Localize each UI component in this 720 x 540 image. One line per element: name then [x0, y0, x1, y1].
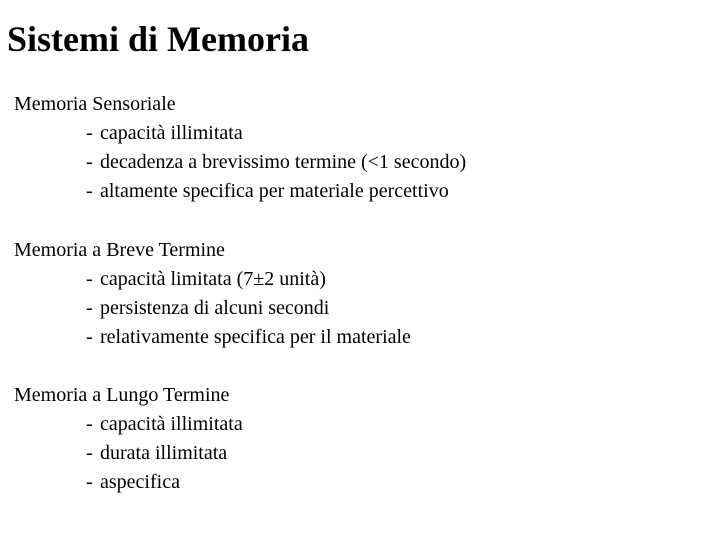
- section-long-term-memory: [14, 381, 243, 497]
- list-item-text: capacità illimitata: [100, 413, 243, 435]
- list-item-text: aspecifica: [100, 471, 180, 493]
- list-item: [14, 468, 243, 497]
- bullet-list: [14, 410, 243, 497]
- list-item: [14, 265, 411, 294]
- section-heading: Memoria a Breve Termine: [14, 239, 225, 261]
- slide-title: Sistemi di Memoria: [7, 19, 309, 59]
- list-item: [14, 148, 466, 177]
- section-heading: Memoria a Lungo Termine: [14, 384, 230, 406]
- dash-bullet: -: [86, 471, 93, 493]
- list-item: [14, 294, 411, 323]
- dash-bullet: -: [86, 413, 93, 435]
- dash-bullet: -: [86, 122, 93, 144]
- dash-bullet: -: [86, 297, 93, 319]
- list-item-text: capacità limitata (7±2 unità): [100, 268, 326, 290]
- dash-bullet: -: [86, 180, 93, 202]
- list-item: [14, 323, 411, 352]
- bullet-list: [14, 119, 466, 206]
- list-item-text: relativamente specifica per il materiale: [100, 326, 411, 348]
- list-item-text: capacità illimitata: [100, 122, 243, 144]
- section-sensory-memory: [14, 90, 466, 206]
- bullet-list: [14, 265, 411, 352]
- dash-bullet: -: [86, 268, 93, 290]
- dash-bullet: -: [86, 151, 93, 173]
- list-item-text: decadenza a brevissimo termine (<1 secondo): [100, 151, 467, 173]
- list-item: [14, 439, 243, 468]
- list-item-text: durata illimitata: [100, 442, 228, 464]
- list-item-text: persistenza di alcuni secondi: [100, 297, 330, 319]
- dash-bullet: -: [86, 326, 93, 348]
- list-item: [14, 119, 466, 148]
- dash-bullet: -: [86, 442, 93, 464]
- section-short-term-memory: [14, 236, 411, 352]
- section-heading: Memoria Sensoriale: [14, 93, 176, 115]
- list-item-text: altamente specifica per materiale percettivo: [100, 180, 449, 202]
- list-item: [14, 177, 466, 206]
- list-item: [14, 410, 243, 439]
